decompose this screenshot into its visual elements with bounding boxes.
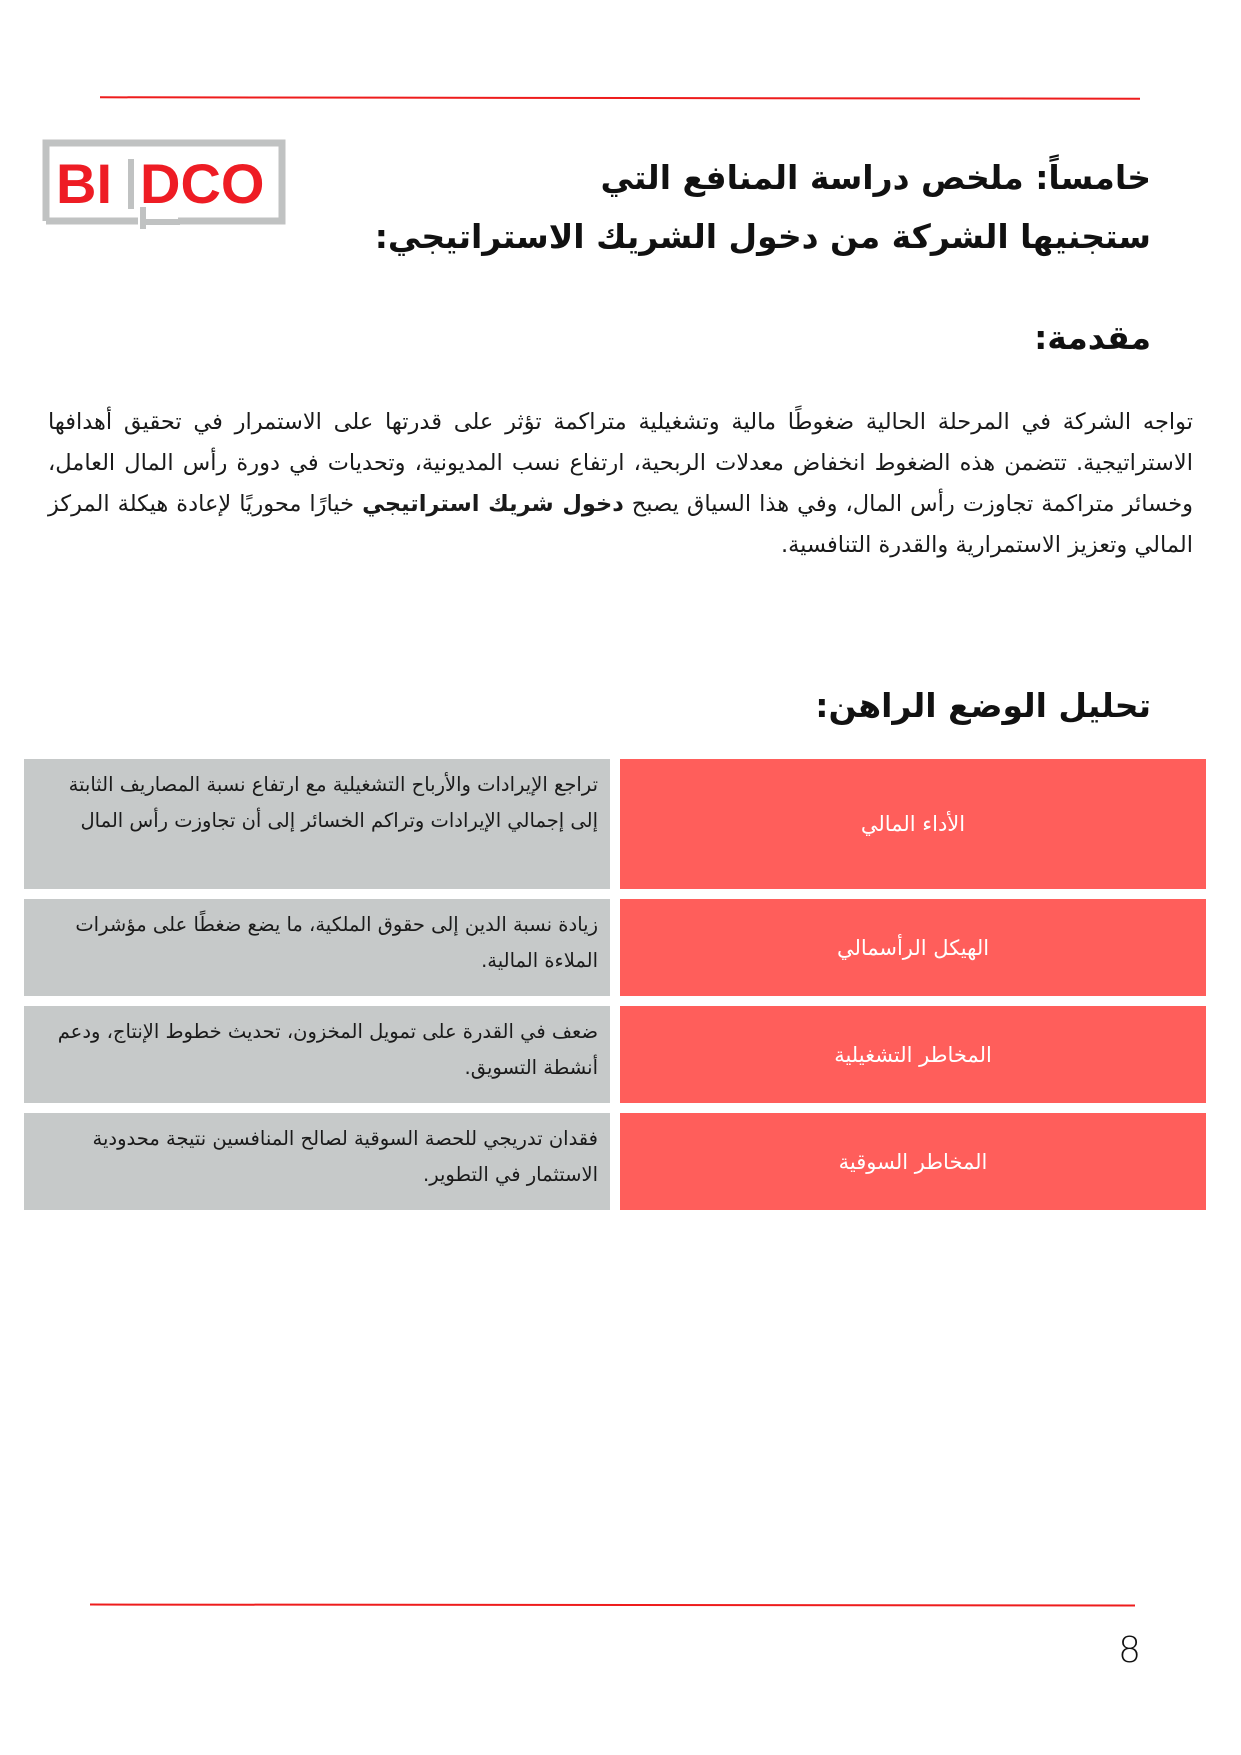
row-description: ضعف في القدرة على تمويل المخزون، تحديث خطوط الإنتاج، ودعم أنشطة التسويق.: [24, 1006, 610, 1103]
row-description: فقدان تدريجي للحصة السوقية لصالح المنافسين نتيجة محدودية الاستثمار في التطوير.: [24, 1113, 610, 1210]
intro-paragraph: [48, 402, 1193, 566]
analysis-table: [24, 759, 1206, 1220]
intro-heading: مقدمة:: [1034, 318, 1151, 357]
header-rule: [100, 96, 1140, 99]
intro-text-bold: دخول شريك استراتيجي: [362, 491, 624, 517]
row-label: المخاطر التشغيلية: [620, 1006, 1206, 1103]
intro-text-part1: تواجه الشركة في المرحلة الحالية ضغوطًا مالية وتشغيلية متراكمة تؤثر على قدرتها على الاستمرار في تحقيق أهدافها الاستراتيجية. تتضمن هذه الضغوط انخفاض معدلات الربحية، ارتفاع نسب المديونية، وتحديات في دورة رأس المال العامل، وخسائر متراكمة تجاوزت رأس المال، وفي هذا السياق يصبح: [48, 409, 1193, 517]
table-row: [24, 759, 1206, 889]
row-label: الأداء المالي: [620, 759, 1206, 889]
row-label: الهيكل الرأسمالي: [620, 899, 1206, 996]
page-number: 8: [1118, 1630, 1141, 1671]
intro-text-part2: خيارًا محوريًا لإعادة هيكلة المركز المالي وتعزيز الاستمرارية والقدرة التنافسية.: [48, 491, 1193, 558]
row-label: المخاطر السوقية: [620, 1113, 1206, 1210]
row-description: زيادة نسبة الدين إلى حقوق الملكية، ما يضع ضغطًا على مؤشرات الملاءة المالية.: [24, 899, 610, 996]
svg-text:BI: BI: [56, 152, 112, 215]
footer-rule: [90, 1604, 1135, 1607]
table-row: [24, 1113, 1206, 1210]
svg-text:DCO: DCO: [140, 152, 265, 215]
table-row: [24, 1006, 1206, 1103]
page-title: [231, 148, 1151, 266]
table-row: [24, 899, 1206, 996]
row-description: تراجع الإيرادات والأرباح التشغيلية مع ارتفاع نسبة المصاريف الثابتة إلى إجمالي الإيرادات وتراكم الخسائر إلى أن تجاوزت رأس المال: [24, 759, 610, 889]
analysis-heading: تحليل الوضع الراهن:: [815, 686, 1151, 725]
title-line-1: خامساً: ملخص دراسة المنافع التي: [600, 158, 1151, 197]
title-line-2: ستجنيها الشركة من دخول الشريك الاستراتيجي:: [374, 217, 1151, 256]
